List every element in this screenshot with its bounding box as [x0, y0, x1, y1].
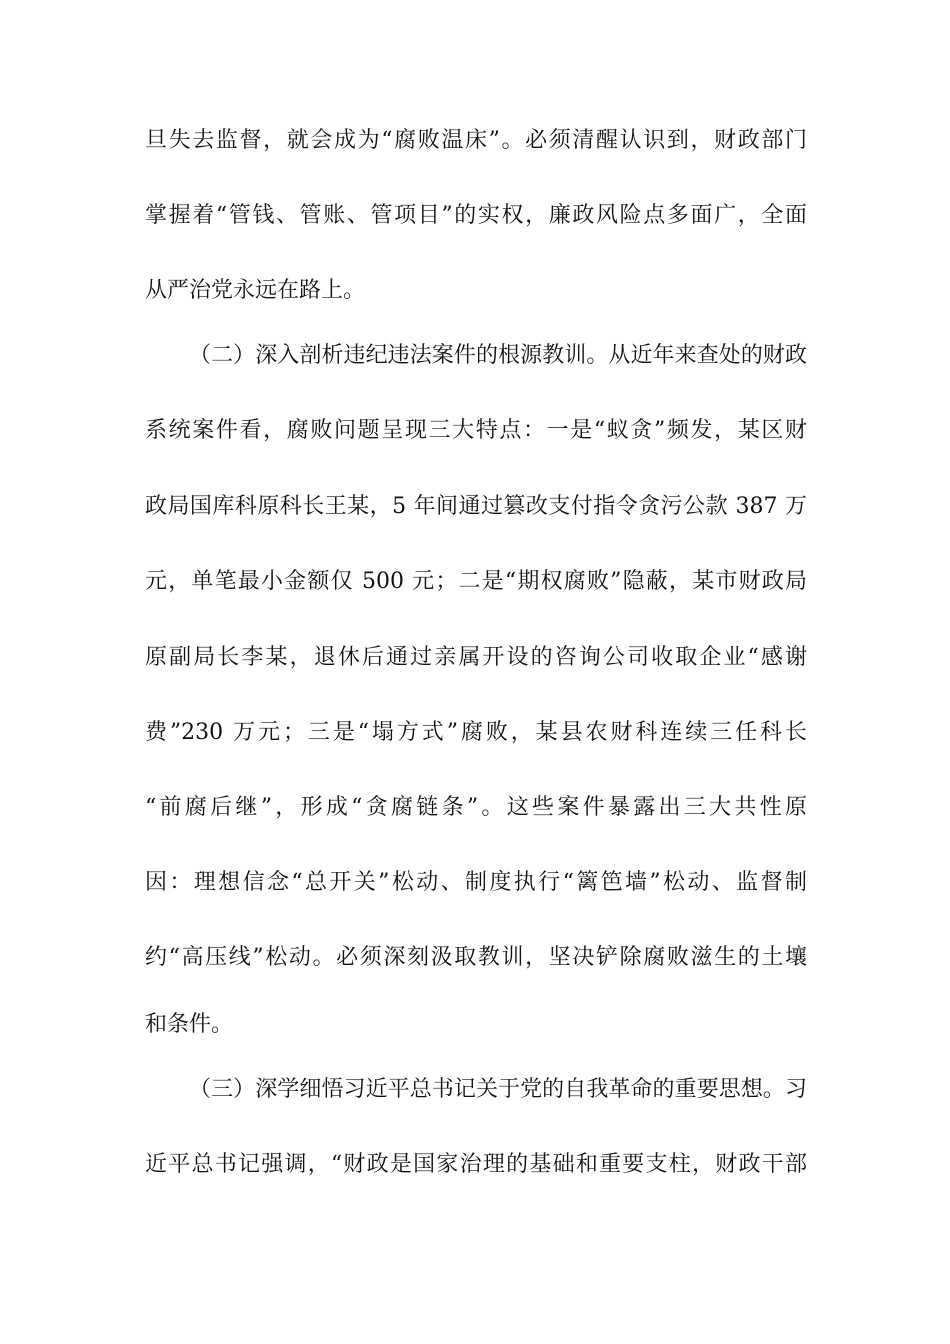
- paragraph-line: 和条件。: [145, 1012, 234, 1037]
- paragraph-line: 因：理想信念“总开关”松动、制度执行“篱笆墙”松动、监督制: [145, 870, 807, 895]
- section-heading-line: （三）深学细悟习近平总书记关于党的自我革命的重要思想。习: [189, 1077, 807, 1102]
- paragraph-line: 从严治党永远在路上。: [145, 278, 366, 303]
- paragraph-line: 旦失去监督，就会成为“腐败温床”。必须清醒认识到，财政部门: [145, 128, 807, 153]
- paragraph-line: 政局国库科原科长王某，5 年间通过篡改支付指令贪污公款 387 万: [145, 494, 807, 519]
- paragraph-line: 费”230 万元；三是“塌方式”腐败，某县农财科连续三任科长: [145, 720, 807, 745]
- section-heading-line: （二）深入剖析违纪违法案件的根源教训。从近年来查处的财政: [189, 343, 807, 368]
- paragraph-line: 掌握着“管钱、管账、管项目”的实权，廉政风险点多面广，全面: [145, 203, 807, 228]
- paragraph-line: 元，单笔最小金额仅 500 元；二是“期权腐败”隐蔽，某市财政局: [145, 569, 807, 594]
- paragraph-line: 系统案件看，腐败问题呈现三大特点：一是“蚁贪”频发，某区财: [145, 418, 807, 443]
- paragraph-line: “前腐后继”，形成“贪腐链条”。这些案件暴露出三大共性原: [145, 795, 807, 820]
- paragraph-line: 近平总书记强调，“财政是国家治理的基础和重要支柱，财政干部: [145, 1152, 807, 1177]
- paragraph-line: 原副局长李某，退休后通过亲属开设的咨询公司收取企业“感谢: [145, 645, 807, 670]
- paragraph-line: 约“高压线”松动。必须深刻汲取教训，坚决铲除腐败滋生的土壤: [145, 945, 807, 970]
